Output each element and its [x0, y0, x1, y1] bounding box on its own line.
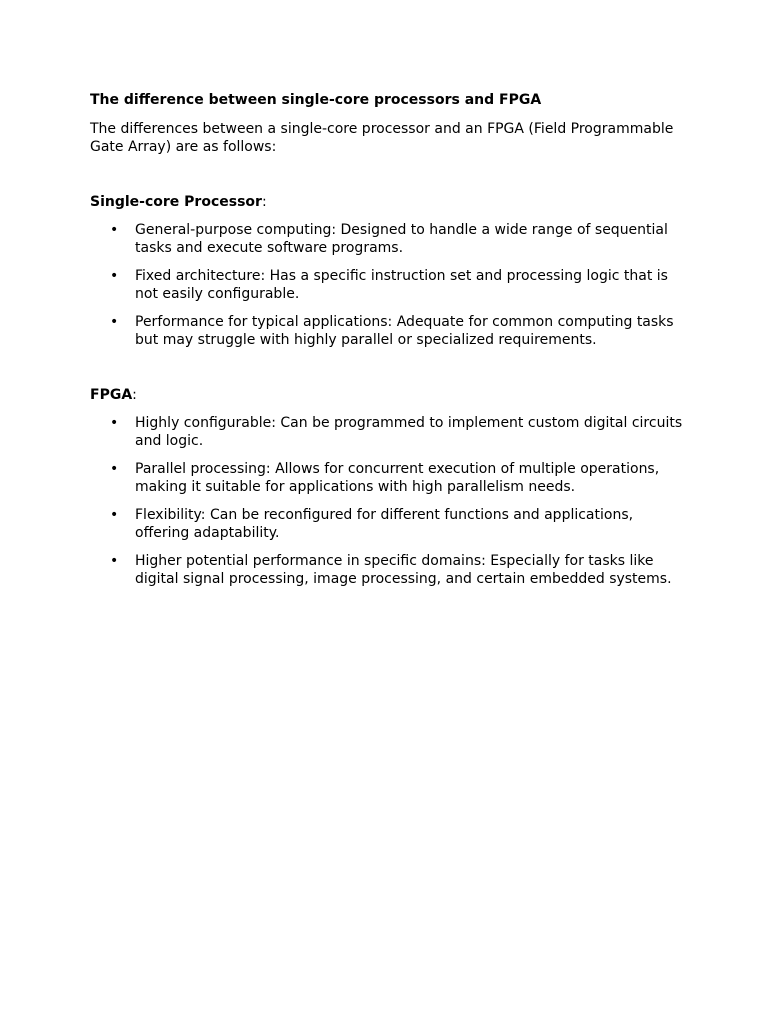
bullet-icon: •	[110, 222, 119, 238]
bullet-icon: •	[110, 461, 119, 477]
list-item	[90, 414, 690, 450]
bullet-list	[90, 414, 690, 588]
list-item-text: Higher potential performance in specific domains: Especially for tasks like digital signal processing, image processing, and certain embedded systems.	[135, 553, 672, 587]
list-item	[90, 221, 690, 257]
list-item	[90, 460, 690, 496]
document-page	[90, 91, 690, 598]
section-heading-label: FPGA	[90, 387, 133, 403]
bullet-icon: •	[110, 553, 119, 569]
list-item	[90, 552, 690, 588]
bullet-icon: •	[110, 314, 119, 330]
list-item-text: Fixed architecture: Has a specific instruction set and processing logic that is not easily configurable.	[135, 268, 668, 302]
list-item-text: Parallel processing: Allows for concurrent execution of multiple operations, making it suitable for applications with high parallelism needs.	[135, 461, 660, 495]
section-single-core	[90, 193, 690, 349]
list-item	[90, 267, 690, 303]
list-item	[90, 506, 690, 542]
bullet-icon: •	[110, 415, 119, 431]
document-title: The difference between single-core processors and FPGA	[90, 92, 542, 108]
list-item	[90, 313, 690, 349]
list-item-text: General-purpose computing: Designed to handle a wide range of sequential tasks and execute software programs.	[135, 222, 668, 256]
list-item-text: Flexibility: Can be reconfigured for different functions and applications, offering adaptability.	[135, 507, 634, 541]
list-item-text: Highly configurable: Can be programmed to implement custom digital circuits and logic.	[135, 415, 683, 449]
intro-paragraph: The differences between a single-core processor and an FPGA (Field Programmable Gate Array) are as follows:	[90, 121, 674, 155]
section-fpga	[90, 386, 690, 588]
section-heading	[90, 386, 690, 404]
section-heading	[90, 193, 690, 211]
bullet-list	[90, 221, 690, 349]
section-heading-suffix: :	[132, 387, 137, 403]
section-heading-suffix: :	[261, 194, 267, 210]
section-heading-label: Single-core Processor	[90, 194, 262, 210]
list-item-text: Performance for typical applications: Adequate for common computing tasks but may struggle with highly parallel or specialized requirements.	[135, 314, 674, 348]
bullet-icon: •	[110, 268, 119, 284]
bullet-icon: •	[110, 507, 119, 523]
